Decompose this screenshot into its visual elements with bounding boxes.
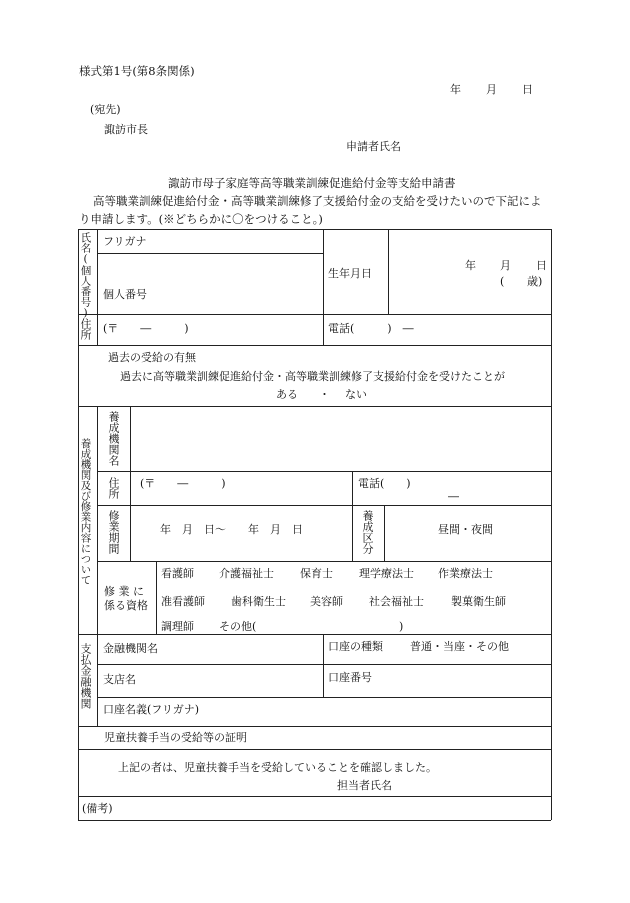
account-number-label: 口座番号 bbox=[328, 671, 372, 684]
birthdate-label: 生年月日 bbox=[328, 267, 372, 280]
period-value[interactable]: 年 月 日～ 年 月 日 bbox=[160, 523, 303, 536]
qualification-option[interactable]: 社会福祉士 bbox=[369, 595, 424, 608]
qualification-option[interactable]: 保育士 bbox=[300, 567, 333, 580]
training-phone[interactable]: 電話( ) bbox=[358, 477, 411, 490]
qualification-option[interactable]: 看護師 bbox=[161, 567, 194, 580]
form-number: 様式第1号(第8条関係) bbox=[79, 64, 195, 78]
applicant-postal[interactable]: (〒 ― ) bbox=[103, 322, 189, 335]
name-field[interactable] bbox=[98, 254, 322, 282]
personal-number-label: 個人番号 bbox=[103, 288, 147, 301]
addressee-label: (宛先) bbox=[90, 103, 121, 116]
date-day-label: 日 bbox=[522, 83, 533, 96]
qualification-option[interactable]: 美容師 bbox=[310, 595, 343, 608]
qualification-option[interactable]: 歯科衛生士 bbox=[231, 595, 286, 608]
account-holder-label: 口座名義(フリガナ) bbox=[103, 703, 200, 716]
training-postal[interactable]: (〒 ― ) bbox=[140, 477, 226, 490]
qualification-option[interactable]: 作業療法士 bbox=[438, 567, 493, 580]
training-type-label: 養成区分 bbox=[361, 510, 374, 554]
qualification-option[interactable]: 准看護師 bbox=[161, 595, 205, 608]
addressee: 諏訪市長 bbox=[104, 123, 148, 136]
history-choice-no[interactable]: ない bbox=[345, 388, 367, 401]
qualification-option[interactable]: 介護福祉士 bbox=[219, 567, 274, 580]
training-phone-dash: ― bbox=[448, 490, 459, 503]
account-type-label: 口座の種類 bbox=[328, 640, 383, 653]
account-type-value[interactable]: 普通・当座・その他 bbox=[410, 640, 509, 653]
qualification-option[interactable]: 理学療法士 bbox=[359, 567, 414, 580]
furigana-label: フリガナ bbox=[103, 235, 147, 248]
period-label: 修業期間 bbox=[107, 510, 120, 554]
applicant-phone[interactable]: 電話( ) ― bbox=[328, 322, 414, 335]
history-choice-sep: ・ bbox=[319, 388, 330, 401]
certification-label: 児童扶養手当の受給等の証明 bbox=[104, 731, 247, 744]
address-section-label: 住所 bbox=[79, 318, 92, 340]
branch-label: 支店名 bbox=[103, 673, 136, 686]
birth-day: 日 bbox=[536, 259, 547, 272]
qualification-label-1: 修 業 に bbox=[104, 585, 144, 598]
intro-line-1: 高等職業訓練促進給付金・高等職業訓練修了支援給付金の支給を受けたいので下記によ bbox=[93, 194, 542, 208]
applicant-section-label: 氏名(個人番号) bbox=[79, 232, 92, 319]
training-address-label: 住所 bbox=[107, 477, 120, 499]
form-title: 諏訪市母子家庭等高等職業訓練促進給付金等支給申請書 bbox=[168, 176, 456, 190]
institution-label: 養成機関名 bbox=[107, 411, 120, 466]
qualification-option[interactable]: 製菓衛生師 bbox=[451, 595, 506, 608]
age-close: 歳) bbox=[527, 275, 543, 288]
intro-line-2: り申請します。(※どちらかに〇をつけること。) bbox=[79, 212, 323, 226]
officer-name-label: 担当者氏名 bbox=[337, 779, 392, 792]
date-year-label: 年 bbox=[450, 83, 461, 96]
history-label: 過去の受給の有無 bbox=[108, 351, 196, 364]
qualification-label-2: 係る資格 bbox=[104, 599, 148, 612]
qualification-option[interactable]: 調理師 bbox=[161, 620, 194, 633]
history-question: 過去に高等職業訓練促進給付金・高等職業訓練修了支援給付金を受けたことが bbox=[120, 370, 505, 383]
bank-name-label: 金融機関名 bbox=[103, 642, 158, 655]
institution-field[interactable] bbox=[131, 407, 550, 470]
training-section-label: 養成機関及び修業内容について bbox=[79, 438, 92, 585]
birth-year: 年 bbox=[465, 259, 476, 272]
birth-month: 月 bbox=[500, 259, 511, 272]
qualification-other-close: ) bbox=[399, 620, 404, 633]
training-type-value[interactable]: 昼間・夜間 bbox=[438, 523, 493, 536]
history-choice-yes[interactable]: ある bbox=[276, 388, 298, 401]
qualification-option-other[interactable]: その他( bbox=[219, 620, 257, 633]
date-month-label: 月 bbox=[486, 83, 497, 96]
bank-section-label: 支払金融機関 bbox=[79, 643, 92, 709]
applicant-name-label: 申請者氏名 bbox=[346, 140, 401, 153]
age-open: ( bbox=[500, 275, 505, 288]
remarks-label: (備考) bbox=[82, 802, 113, 815]
certification-statement: 上記の者は、児童扶養手当を受給していることを確認しました。 bbox=[118, 761, 437, 774]
